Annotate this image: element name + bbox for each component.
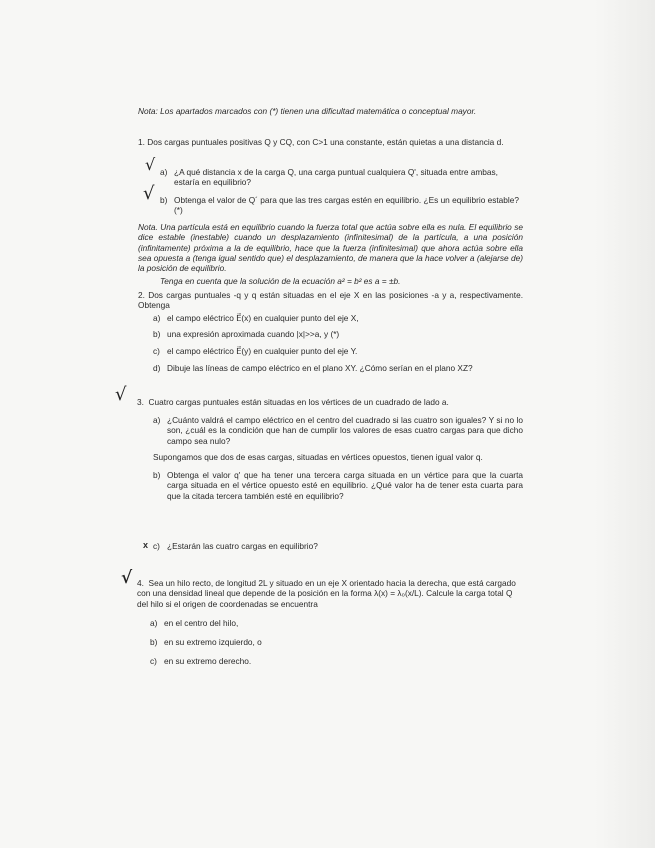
q-text: Dos cargas puntuales -q y q están situadas en el eje X en las posiciones -a y a, respectivamente. Obtenga [138, 290, 523, 311]
item-text: Dibuje las líneas de campo eléctrico en el plano XY. ¿Cómo serían en el plano XZ? [167, 363, 473, 373]
item-label: b) [150, 637, 158, 647]
item-label: c) [150, 656, 157, 666]
supposition: Supongamos que dos de esas cargas, situadas en vértices opuestos, tienen igual valor q. [153, 452, 483, 462]
item-text: Obtenga el valor q' que ha tener una tercera carga situada en un vértice para que la cuarta carga situada en el vértice opuesto esté en equilibrio. ¿Qué valor ha de tener esta cuarta para que la citada tercera también esté en equilibrio? [167, 470, 523, 501]
handwritten-cross-icon: x [143, 540, 149, 550]
item-text: ¿Cuánto valdrá el campo eléctrico en el centro del cuadrado si las cuatro son iguales? Y si no lo son, ¿cuál es la condición que han de cumplir los valores de esas cuatro cargas para que dicho campo sea nulo? [167, 415, 523, 446]
q4-item-b [150, 637, 520, 647]
item-label: a) [153, 313, 161, 323]
item-text: el campo eléctrico E⃗(x) en cualquier punto del eje X, [167, 313, 359, 323]
question-1 [138, 137, 523, 147]
item-label: c) [153, 541, 160, 551]
item-label: c) [153, 346, 160, 356]
q3-item-a [153, 415, 523, 446]
item-text: en su extremo derecho. [164, 656, 252, 666]
equation-hint: Tenga en cuenta que la solución de la ecuación a² = b² es a = ±b. [160, 276, 401, 286]
q-number: 1. [138, 137, 145, 147]
q2-item-c [153, 346, 523, 356]
item-label: a) [150, 618, 158, 628]
item-text: ¿Estarán las cuatro cargas en equilibrio? [167, 541, 318, 551]
q4-item-c [150, 656, 520, 666]
item-text: en su extremo izquierdo, o [164, 637, 262, 647]
item-text: el campo eléctrico E⃗(y) en cualquier punto del eje Y. [167, 346, 358, 356]
item-label: b) [153, 470, 161, 480]
q2-item-a [153, 313, 523, 323]
item-text: en el centro del hilo, [164, 618, 239, 628]
equilibrium-note: Nota. Una partícula está en equilibrio cuando la fuerza total que actúa sobre ella es nula. El equilibrio se dice estable (inestable) cuando un desplazamiento (infinitesimal) de la partícula, a una posición (infinitamente) próxima a la de equilibrio, hace que la fuerza (infinitesimal) que ahora actúa sobre ella sea opuesta a (tenga igual sentido que) el desplazamiento, de manera que la hace volver a (alejarse de) la posición de equilibrio. [138, 222, 523, 274]
item-text: ¿A qué distancia x de la carga Q, una carga puntual cualquiera Q', situada entre ambas, estaría en equilibrio? [174, 167, 498, 188]
item-label: a) [160, 167, 168, 177]
q2-item-d [153, 363, 523, 373]
handwritten-check-icon: √ [143, 183, 155, 204]
q4-item-a [150, 618, 520, 628]
q-number: 3. [137, 397, 144, 407]
difficulty-note: Nota: Los apartados marcados con (*) tienen una dificultad matemática o conceptual mayor. [138, 106, 477, 116]
question-4 [137, 578, 525, 609]
q-text: Sea un hilo recto, de longitud 2L y situado en un eje X orientado hacia la derecha, que está cargado con una densidad lineal que depende de la posición en la forma λ(x) = λ₀(x/L). Calcule la carga total Q del hilo si el origen de coordenadas se encuentra [137, 578, 516, 609]
q2-item-b [153, 329, 523, 339]
handwritten-check-icon: √ [121, 568, 133, 588]
handwritten-check-icon: √ [145, 155, 156, 174]
question-2 [138, 290, 523, 311]
q-number: 4. [137, 578, 144, 588]
q-text: Dos cargas puntuales positivas Q y CQ, con C>1 una constante, están quietas a una distancia d. [147, 137, 504, 147]
item-label: a) [153, 415, 161, 425]
item-text: una expresión aproximada cuando |x|>>a, y (*) [167, 329, 340, 339]
q-number: 2. [138, 290, 145, 300]
item-label: b) [153, 329, 161, 339]
handwritten-check-icon: √ [115, 384, 127, 405]
q-text: Cuatro cargas puntuales están situadas en los vértices de un cuadrado de lado a. [148, 397, 449, 407]
q3-item-b [153, 470, 523, 501]
item-label: b) [160, 195, 168, 205]
q1-item-a [160, 167, 525, 188]
item-label: d) [153, 363, 161, 373]
q1-item-b [160, 195, 525, 216]
question-3 [137, 397, 522, 407]
q3-item-c [153, 541, 523, 551]
item-text: Obtenga el valor de Q´ para que las tres cargas estén en equilibrio. ¿Es un equilibrio estable? (*) [174, 195, 519, 216]
scan-shadow [595, 0, 655, 848]
